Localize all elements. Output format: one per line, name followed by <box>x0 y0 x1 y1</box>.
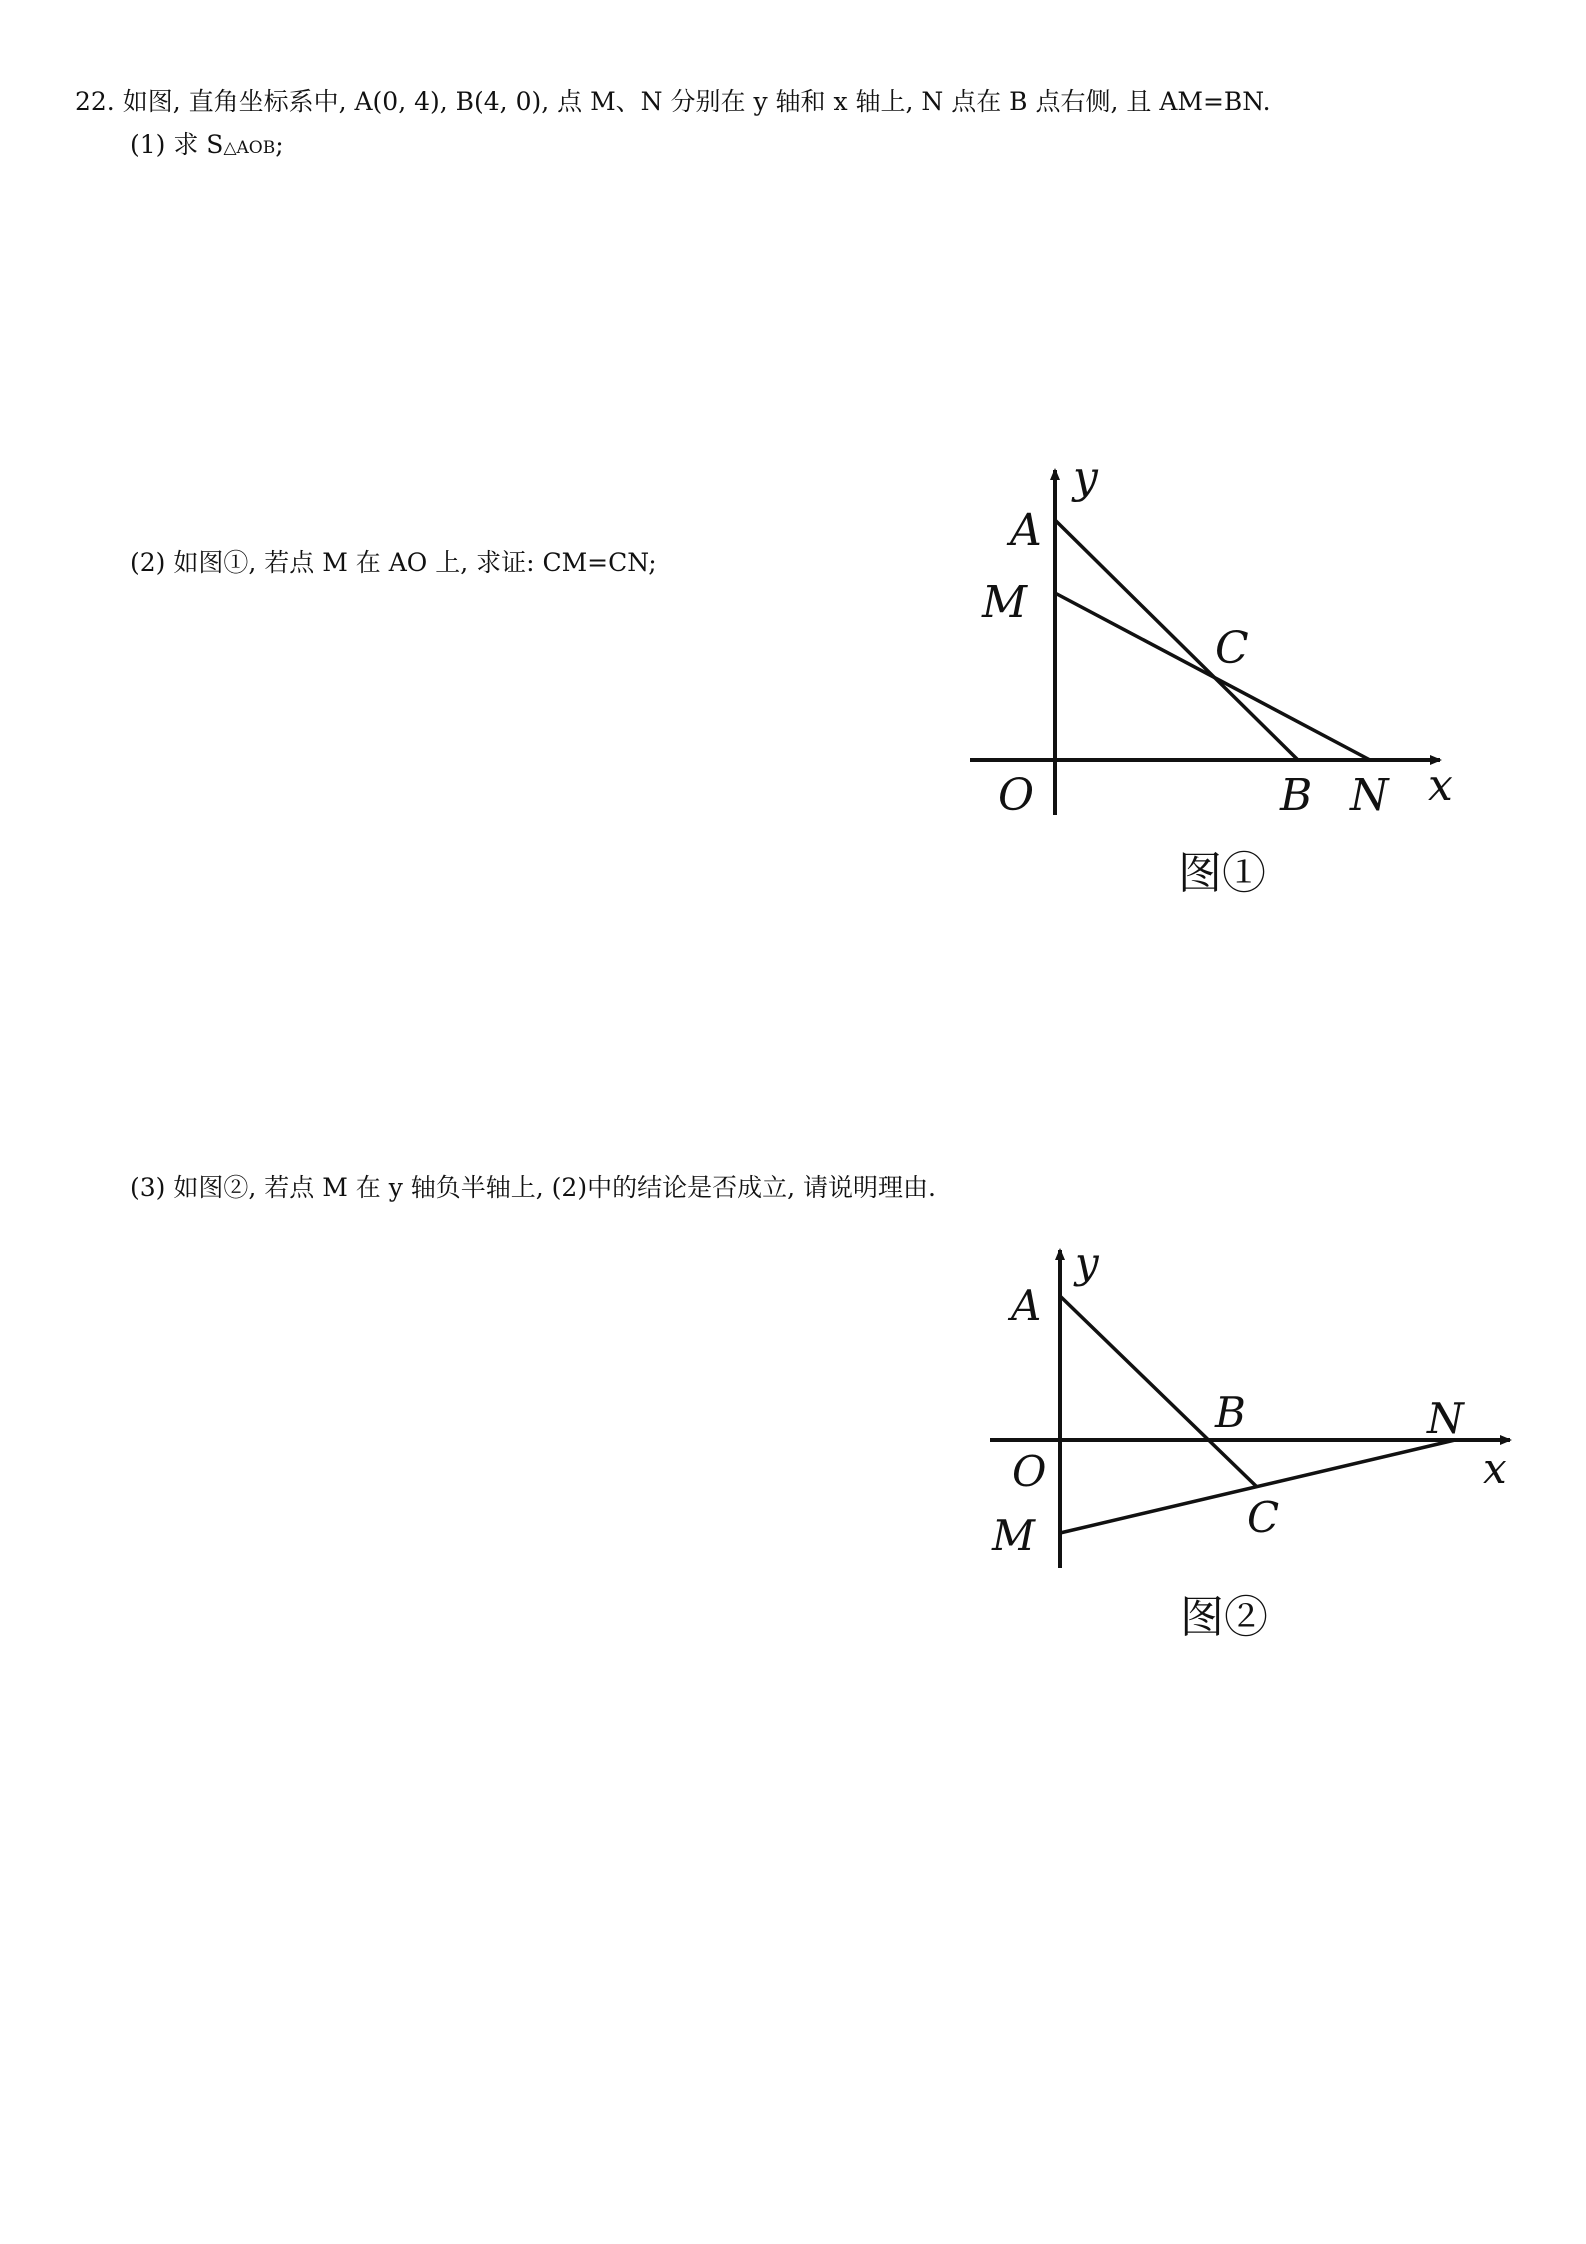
part-2: (2) 如图①, 若点 M 在 AO 上, 求证: CM=CN; <box>130 548 657 577</box>
fig1-label-m: M <box>982 577 1028 628</box>
question-stem: 22. 如图, 直角坐标系中, A(0, 4), B(4, 0), 点 M、N 分别在 y 轴和 x 轴上, N 点在 B 点右侧, 且 AM=BN. <box>75 87 1271 116</box>
part-1-prefix: (1) 求 S <box>130 130 224 159</box>
fig1-label-n: N <box>1350 770 1389 821</box>
fig2-caption: 图② <box>1180 1592 1268 1643</box>
part-3: (3) 如图②, 若点 M 在 y 轴负半轴上, (2)中的结论是否成立, 请说明理由. <box>130 1173 936 1202</box>
fig2-label-x: x <box>1483 1444 1507 1493</box>
fig2-label-o: O <box>1012 1447 1047 1496</box>
fig1-caption: 图① <box>1178 848 1266 899</box>
fig1-label-o: O <box>998 770 1035 821</box>
fig2-label-b: B <box>1215 1388 1246 1437</box>
fig2-label-c: C <box>1247 1493 1280 1542</box>
fig2-label-n: N <box>1427 1394 1464 1443</box>
fig1-label-b: B <box>1280 770 1313 821</box>
part-1-suffix: ; <box>275 130 284 159</box>
fig1-label-x: x <box>1428 760 1453 811</box>
fig2-label-a: A <box>1011 1281 1042 1330</box>
fig1-label-y: y <box>1073 452 1098 503</box>
fig1-label-c: C <box>1215 623 1249 674</box>
fig2-label-y: y <box>1075 1238 1099 1287</box>
part-1-subscript: △AOB <box>223 138 276 158</box>
fig1-label-a: A <box>1010 505 1042 556</box>
fig2-label-m: M <box>992 1511 1036 1560</box>
